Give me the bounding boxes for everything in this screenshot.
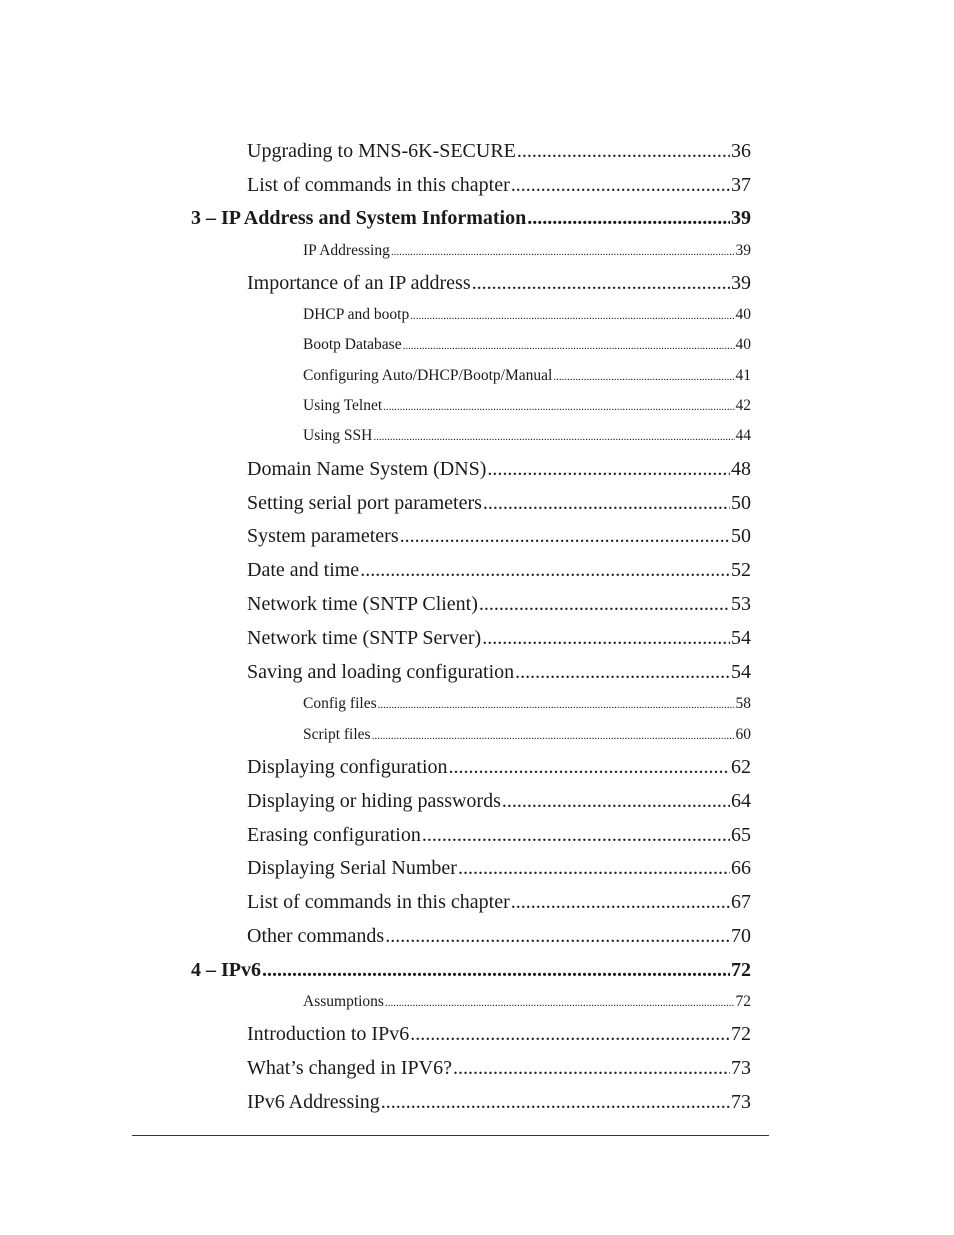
dot-leader: [458, 857, 730, 880]
toc-entry[interactable]: [247, 661, 751, 684]
toc-entry-title: System parameters: [247, 525, 399, 547]
toc-entry-page: 72: [735, 993, 751, 1010]
toc-entry-title: Script files: [303, 726, 371, 743]
toc-entry-page: 60: [735, 726, 751, 743]
dot-leader: [360, 559, 730, 582]
toc-entry-title: Network time (SNTP Server): [247, 627, 482, 649]
toc-entry-title: Displaying or hiding passwords: [247, 790, 501, 812]
toc-entry-page: 50: [731, 492, 751, 514]
dot-leader: [403, 340, 735, 352]
toc-entry-page: 58: [735, 695, 751, 712]
footer-divider: [132, 1135, 769, 1136]
toc-entry-page: 73: [731, 1057, 751, 1079]
toc-entry-title: DHCP and bootp: [303, 306, 410, 323]
dot-leader: [517, 140, 730, 163]
toc-entry-title: IPv6 Addressing: [247, 1091, 380, 1113]
toc-entry-title: Network time (SNTP Client): [247, 593, 478, 615]
toc-entry-title: Configuring Auto/DHCP/Bootp/Manual: [303, 367, 553, 384]
toc-entry-page: 50: [731, 525, 751, 547]
toc-subentry[interactable]: [303, 336, 751, 354]
toc-entry[interactable]: [247, 525, 751, 548]
toc-entry-title: 4 – IPv6: [191, 959, 261, 981]
toc-entry[interactable]: [247, 272, 751, 295]
toc-entry-page: 54: [731, 627, 751, 649]
toc-entry-page: 44: [735, 427, 751, 444]
dot-leader: [453, 1057, 730, 1080]
toc-subentry[interactable]: [303, 367, 751, 385]
dot-leader: [385, 997, 735, 1009]
toc-entry-title: What’s changed in IPV6?: [247, 1057, 452, 1079]
dot-leader: [479, 593, 730, 616]
toc-subentry[interactable]: [303, 427, 751, 445]
dot-leader: [410, 1023, 730, 1046]
dot-leader: [449, 756, 730, 779]
toc-subentry[interactable]: [303, 306, 751, 324]
toc-entry-title: Importance of an IP address: [247, 272, 471, 294]
dot-leader: [472, 272, 730, 295]
dot-leader: [483, 492, 730, 515]
toc-entry-page: 67: [731, 891, 751, 913]
toc-entry-page: 37: [731, 174, 751, 196]
toc-entry-page: 72: [731, 959, 751, 981]
toc-entry-page: 66: [731, 857, 751, 879]
toc-entry-title: 3 – IP Address and System Information: [191, 207, 527, 229]
toc-entry-title: Date and time: [247, 559, 360, 581]
toc-entry-title: Introduction to IPv6: [247, 1023, 410, 1045]
toc-entry-title: Config files: [303, 695, 377, 712]
dot-leader: [511, 174, 730, 197]
toc-entry-title: Other commands: [247, 925, 385, 947]
dot-leader: [511, 891, 730, 914]
toc-entry[interactable]: [247, 824, 751, 847]
toc-entry-page: 73: [731, 1091, 751, 1113]
toc-entry-page: 41: [735, 367, 751, 384]
toc-entry[interactable]: [247, 458, 751, 481]
toc-entry-title: Bootp Database: [303, 336, 402, 353]
toc-entry[interactable]: [247, 174, 751, 197]
toc-entry-page: 53: [731, 593, 751, 615]
toc-subentry[interactable]: [303, 993, 751, 1011]
toc-entry[interactable]: [247, 1057, 751, 1080]
dot-leader: [381, 1091, 730, 1114]
toc-entry-page: 39: [735, 242, 751, 259]
toc-subentry[interactable]: [303, 695, 751, 713]
toc-entry[interactable]: [247, 925, 751, 948]
toc-subentry[interactable]: [303, 242, 751, 260]
toc-entry-title: Displaying configuration: [247, 756, 448, 778]
toc-entry[interactable]: [247, 593, 751, 616]
toc-entry-title: Using SSH: [303, 427, 373, 444]
toc-entry[interactable]: [247, 559, 751, 582]
dot-leader: [372, 730, 735, 742]
dot-leader: [422, 824, 730, 847]
toc-entry-title: List of commands in this chapter: [247, 174, 510, 196]
toc-entry-page: 62: [731, 756, 751, 778]
toc-entry-page: 72: [731, 1023, 751, 1045]
toc-entry[interactable]: [247, 492, 751, 515]
dot-leader: [391, 246, 735, 258]
toc-entry-page: 48: [731, 458, 751, 480]
dot-leader: [385, 925, 730, 948]
toc-entry[interactable]: [247, 627, 751, 650]
toc-entry-page: 65: [731, 824, 751, 846]
toc-entry[interactable]: [247, 140, 751, 163]
toc-entry-page: 54: [731, 661, 751, 683]
toc-entry-page: 39: [731, 272, 751, 294]
toc-entry[interactable]: [247, 857, 751, 880]
dot-leader: [383, 401, 734, 413]
toc-entry[interactable]: [247, 756, 751, 779]
toc-entry-title: IP Addressing: [303, 242, 390, 259]
toc-entry-title: Domain Name System (DNS): [247, 458, 487, 480]
toc-chapter-entry[interactable]: [191, 207, 751, 230]
dot-leader: [373, 431, 734, 443]
toc-entry-title: Setting serial port parameters: [247, 492, 482, 514]
toc-entry-title: Upgrading to MNS-6K-SECURE: [247, 140, 516, 162]
toc-entry-page: 64: [731, 790, 751, 812]
toc-entry[interactable]: [247, 1091, 751, 1114]
toc-entry-page: 39: [731, 207, 751, 229]
toc-entry-page: 42: [735, 397, 751, 414]
dot-leader: [487, 458, 730, 481]
toc-entry[interactable]: [247, 790, 751, 813]
dot-leader: [262, 959, 730, 982]
toc-entry-title: Using Telnet: [303, 397, 383, 414]
toc-chapter-entry[interactable]: [191, 959, 751, 982]
dot-leader: [527, 207, 730, 230]
toc-entry-page: 40: [735, 306, 751, 323]
dot-leader: [515, 661, 730, 684]
toc-subentry[interactable]: [303, 397, 751, 415]
dot-leader: [378, 699, 735, 711]
toc-subentry[interactable]: [303, 726, 751, 744]
dot-leader: [553, 371, 734, 383]
toc-entry[interactable]: [247, 1023, 751, 1046]
toc-entry-title: Erasing configuration: [247, 824, 421, 846]
toc-entry-title: Saving and loading configuration: [247, 661, 515, 683]
toc-entry-page: 52: [731, 559, 751, 581]
toc-entry-title: List of commands in this chapter: [247, 891, 510, 913]
dot-leader: [482, 627, 730, 650]
dot-leader: [410, 310, 734, 322]
toc-entry-page: 70: [731, 925, 751, 947]
toc-entry-title: Assumptions: [303, 993, 384, 1010]
toc-entry-page: 36: [731, 140, 751, 162]
dot-leader: [400, 525, 730, 548]
toc-entry[interactable]: [247, 891, 751, 914]
dot-leader: [502, 790, 730, 813]
toc-entry-page: 40: [735, 336, 751, 353]
toc-entry-title: Displaying Serial Number: [247, 857, 457, 879]
